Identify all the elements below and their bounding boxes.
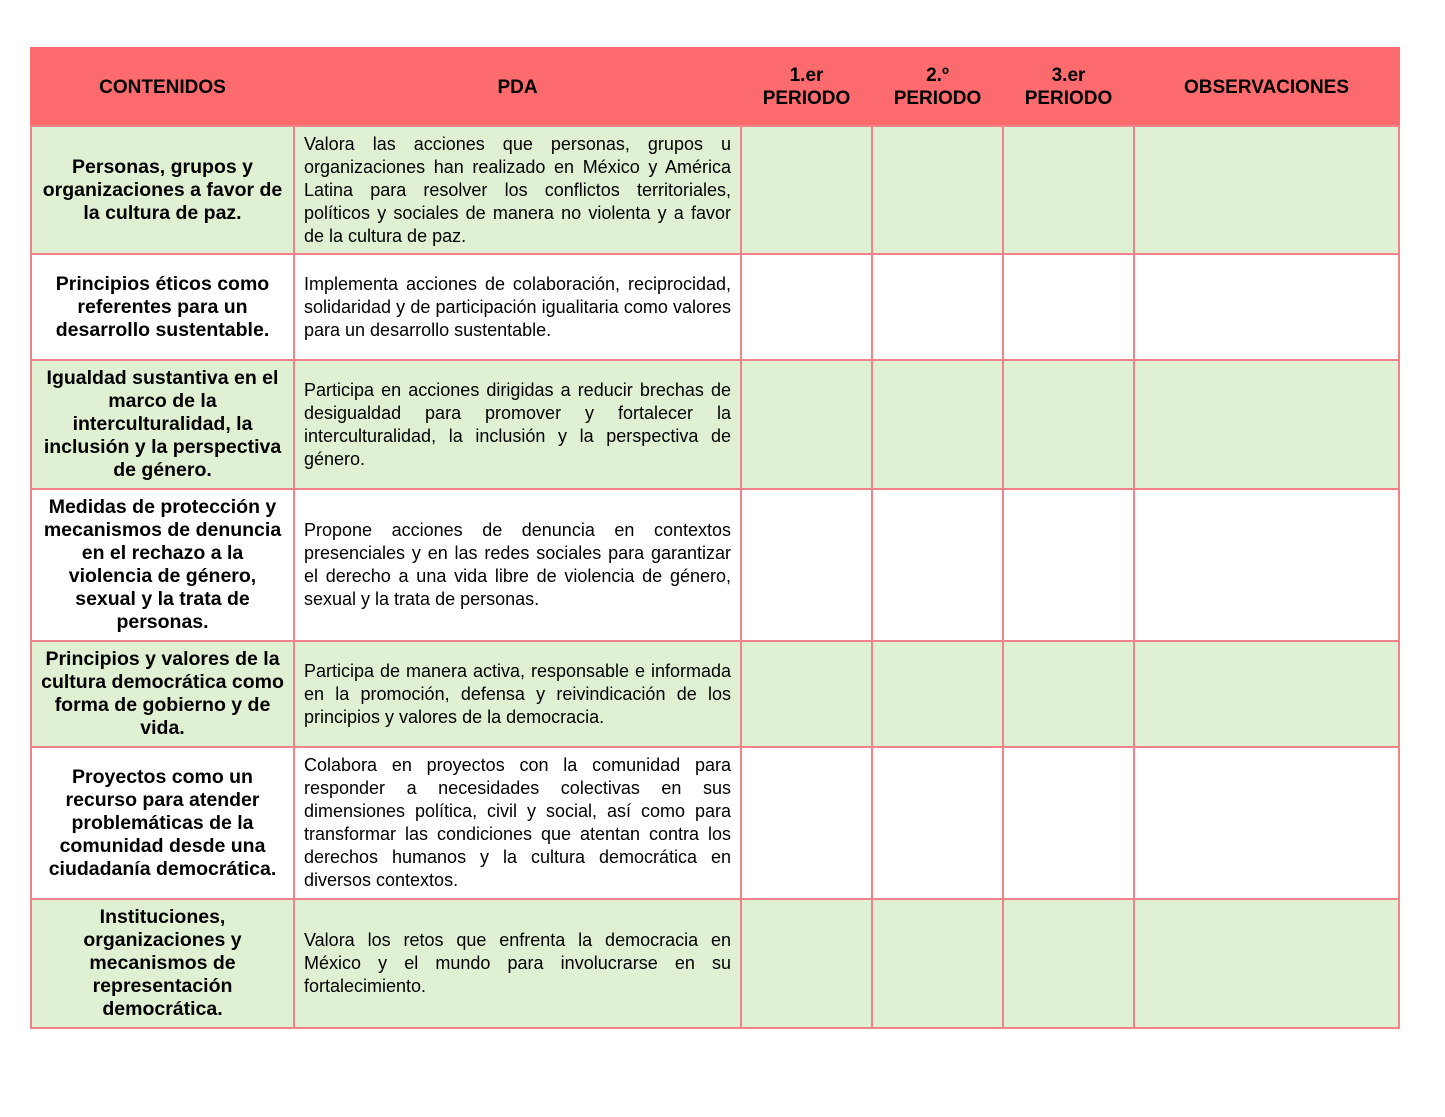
observaciones-cell[interactable] xyxy=(1134,899,1399,1028)
header-pda: PDA xyxy=(294,48,741,126)
periodo-1-cell[interactable] xyxy=(741,899,872,1028)
periodo-1-cell[interactable] xyxy=(741,641,872,747)
pda-cell: Valora los retos que enfrenta la democracia en México y el mundo para involucrarse en su fortalecimiento. xyxy=(294,899,741,1028)
pda-cell: Propone acciones de denuncia en contextos presenciales y en las redes sociales para garantizar el derecho a una vida libre de violencia de género, sexual y la trata de personas. xyxy=(294,489,741,641)
header-periodo-3 xyxy=(1003,48,1134,126)
pda-cell: Participa en acciones dirigidas a reducir brechas de desigualdad para promover y fortalecer la interculturalidad, la inclusión y la perspectiva de género. xyxy=(294,360,741,489)
header-periodo-3-number: 3.er xyxy=(1051,65,1086,86)
table-row xyxy=(31,899,1399,1028)
periodo-2-cell[interactable] xyxy=(872,126,1003,254)
periodo-1-cell[interactable] xyxy=(741,126,872,254)
periodo-3-cell[interactable] xyxy=(1003,899,1134,1028)
periodo-3-cell[interactable] xyxy=(1003,254,1134,360)
contenido-cell: Proyectos como un recurso para atender problemáticas de la comunidad desde una ciudadanía democrática. xyxy=(31,747,294,899)
observaciones-cell[interactable] xyxy=(1134,254,1399,360)
periodo-3-cell[interactable] xyxy=(1003,126,1134,254)
observaciones-cell[interactable] xyxy=(1134,360,1399,489)
table-row xyxy=(31,254,1399,360)
pda-cell: Colabora en proyectos con la comunidad para responder a necesidades colectivas en sus dimensiones política, civil y social, así como para transformar las condiciones que atentan contra los derechos humanos y la cultura democrática en diversos contextos. xyxy=(294,747,741,899)
header-observaciones: OBSERVACIONES xyxy=(1134,48,1399,126)
periodo-1-cell[interactable] xyxy=(741,747,872,899)
contenido-cell: Principios éticos como referentes para un desarrollo sustentable. xyxy=(31,254,294,360)
observaciones-cell[interactable] xyxy=(1134,641,1399,747)
pda-cell: Implementa acciones de colaboración, reciprocidad, solidaridad y de participación igualitaria como valores para un desarrollo sustentable. xyxy=(294,254,741,360)
periodo-2-cell[interactable] xyxy=(872,641,1003,747)
periodo-3-cell[interactable] xyxy=(1003,641,1134,747)
table-row xyxy=(31,641,1399,747)
periodo-3-cell[interactable] xyxy=(1003,489,1134,641)
periodo-2-cell[interactable] xyxy=(872,899,1003,1028)
header-periodo-1 xyxy=(741,48,872,126)
table-row xyxy=(31,126,1399,254)
periodo-3-cell[interactable] xyxy=(1003,360,1134,489)
periodo-1-cell[interactable] xyxy=(741,360,872,489)
table-row xyxy=(31,489,1399,641)
periodo-3-cell[interactable] xyxy=(1003,747,1134,899)
header-row xyxy=(31,48,1399,126)
header-contenidos: CONTENIDOS xyxy=(31,48,294,126)
contenido-cell: Igualdad sustantiva en el marco de la interculturalidad, la inclusión y la perspectiva de género. xyxy=(31,360,294,489)
observaciones-cell[interactable] xyxy=(1134,489,1399,641)
header-periodo-1-number: 1.er xyxy=(789,65,824,86)
periodo-1-cell[interactable] xyxy=(741,254,872,360)
observaciones-cell[interactable] xyxy=(1134,126,1399,254)
observaciones-cell[interactable] xyxy=(1134,747,1399,899)
table-row xyxy=(31,360,1399,489)
planning-table xyxy=(30,47,1400,1029)
header-periodo-2-label: PERIODO xyxy=(893,88,982,109)
header-periodo-2-number: 2.º xyxy=(926,65,949,86)
table-row xyxy=(31,747,1399,899)
contenido-cell: Medidas de protección y mecanismos de denuncia en el rechazo a la violencia de género, sexual y la trata de personas. xyxy=(31,489,294,641)
header-periodo-2 xyxy=(872,48,1003,126)
header-periodo-3-label: PERIODO xyxy=(1024,88,1113,109)
contenido-cell: Personas, grupos y organizaciones a favor de la cultura de paz. xyxy=(31,126,294,254)
contenido-cell: Instituciones, organizaciones y mecanismos de representación democrática. xyxy=(31,899,294,1028)
pda-cell: Participa de manera activa, responsable e informada en la promoción, defensa y reivindicación de los principios y valores de la democracia. xyxy=(294,641,741,747)
periodo-2-cell[interactable] xyxy=(872,254,1003,360)
contenido-cell: Principios y valores de la cultura democrática como forma de gobierno y de vida. xyxy=(31,641,294,747)
periodo-2-cell[interactable] xyxy=(872,360,1003,489)
periodo-1-cell[interactable] xyxy=(741,489,872,641)
periodo-2-cell[interactable] xyxy=(872,489,1003,641)
periodo-2-cell[interactable] xyxy=(872,747,1003,899)
header-periodo-1-label: PERIODO xyxy=(762,88,851,109)
pda-cell: Valora las acciones que personas, grupos u organizaciones han realizado en México y América Latina para resolver los conflictos territoriales, políticos y sociales de manera no violenta y a favor de la cultura de paz. xyxy=(294,126,741,254)
